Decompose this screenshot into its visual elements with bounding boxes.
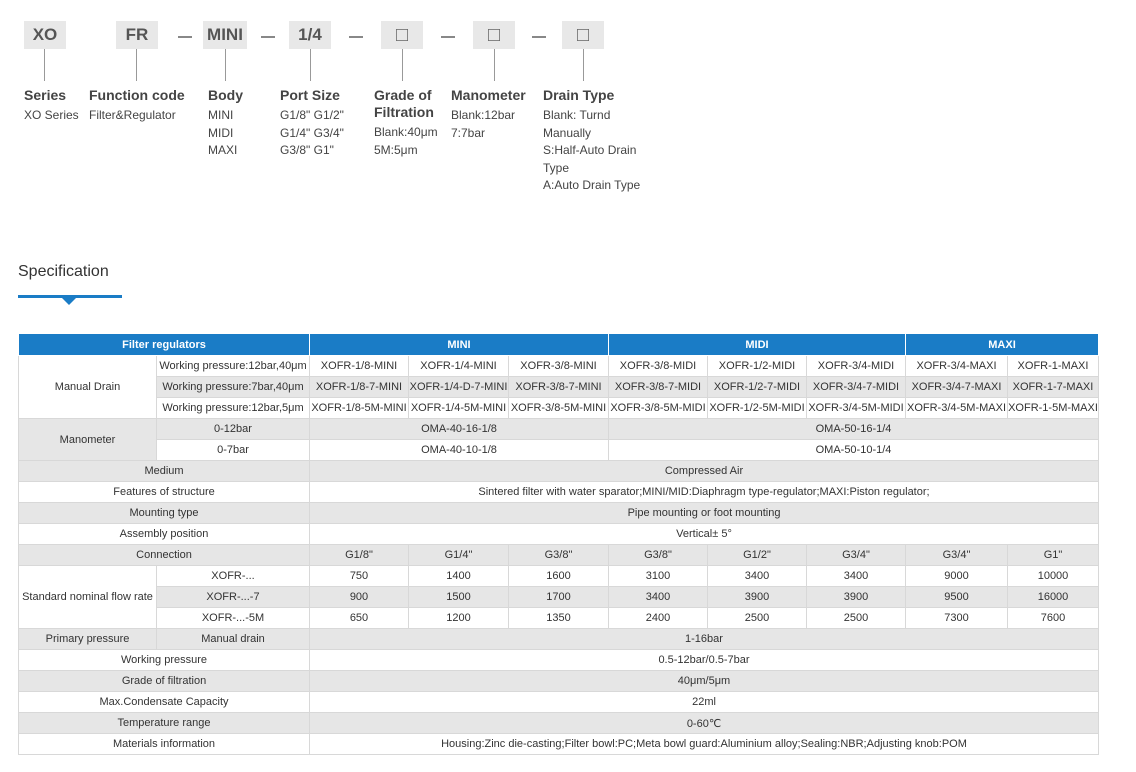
table-cell: XOFR-3/4-MAXI	[906, 356, 1008, 377]
code-drain-box: □	[562, 21, 604, 49]
code-manometer-box: □	[473, 21, 515, 49]
table-cell: OMA-40-16-1/8	[310, 419, 609, 440]
table-cell: XOFR-1/2-7-MIDI	[708, 377, 807, 398]
row-label: Mounting type	[19, 503, 310, 524]
row-label: Grade of filtration	[19, 671, 310, 692]
table-cell: 1700	[509, 587, 609, 608]
legend-line: MIDI	[208, 125, 234, 140]
row-sublabel: XOFR-...	[157, 566, 310, 587]
table-cell: XOFR-1/4-D-7-MINI	[409, 377, 509, 398]
table-cell: Vertical± 5°	[310, 524, 1099, 545]
table-row	[19, 650, 1099, 671]
table-cell: 2400	[609, 608, 708, 629]
table-cell: Compressed Air	[310, 461, 1099, 482]
row-sublabel: XOFR-...-7	[157, 587, 310, 608]
legend-line: Blank: Turnd	[543, 108, 611, 122]
table-row	[19, 692, 1099, 713]
table-cell: 1500	[409, 587, 509, 608]
legend-line: 5M:5μm	[374, 142, 418, 157]
table-cell: Sintered filter with water sparator;MINI/MID:Diaphragm type-regulator;MAXI:Piston regulator;	[310, 482, 1099, 503]
table-cell: XOFR-1/8-7-MINI	[310, 377, 409, 398]
code-port-box: 1/4	[289, 21, 331, 49]
table-row	[19, 482, 1099, 503]
table-cell: G1/8"	[310, 545, 409, 566]
table-cell: 1600	[509, 566, 609, 587]
table-row	[19, 356, 1099, 377]
row-sublabel: Working pressure:7bar,40μm	[157, 377, 310, 398]
table-cell: 1-16bar	[310, 629, 1099, 650]
header-cell: MINI	[310, 334, 609, 356]
code-grade-box: □	[381, 21, 423, 49]
table-cell: XOFR-3/8-MINI	[509, 356, 609, 377]
connector-line	[583, 49, 584, 81]
table-cell: XOFR-3/4-7-MIDI	[807, 377, 906, 398]
table-cell: XOFR-1-7-MAXI	[1008, 377, 1099, 398]
table-row	[19, 503, 1099, 524]
table-cell: G3/8"	[609, 545, 708, 566]
table-row	[19, 566, 1099, 587]
connector-line	[310, 49, 311, 81]
table-cell: 16000	[1008, 587, 1099, 608]
header-cell: MAXI	[906, 334, 1099, 356]
code-function-box: FR	[116, 21, 158, 49]
legend-line: Manually	[543, 125, 592, 140]
table-cell: 22ml	[310, 692, 1099, 713]
table-cell: 900	[310, 587, 409, 608]
connector-line	[136, 49, 137, 81]
row-sublabel: 0-12bar	[157, 419, 310, 440]
table-cell: 0-60℃	[310, 713, 1099, 734]
table-cell: 40μm/5μm	[310, 671, 1099, 692]
connector-line	[402, 49, 403, 81]
table-cell: 9000	[906, 566, 1008, 587]
table-cell: 1400	[409, 566, 509, 587]
row-sublabel: 0-7bar	[157, 440, 310, 461]
legend-manometer	[451, 87, 526, 142]
table-row	[19, 629, 1099, 650]
table-cell: 2500	[708, 608, 807, 629]
row-sublabel: Working pressure:12bar,40μm	[157, 356, 310, 377]
row-label: Manual Drain	[19, 356, 157, 419]
row-label: Features of structure	[19, 482, 310, 503]
legend-line: Blank:40μm	[374, 125, 438, 139]
legend-line: XO Series	[24, 108, 79, 122]
legend-line: Filter&Regulator	[89, 108, 176, 122]
legend-line: Type	[543, 160, 570, 175]
legend-grade	[374, 87, 438, 159]
legend-series	[24, 87, 79, 125]
legend-line: Blank:12bar	[451, 108, 516, 122]
table-row	[19, 713, 1099, 734]
table-row	[19, 587, 1099, 608]
table-cell: XOFR-3/4-5M-MIDI	[807, 398, 906, 419]
row-label: Max.Condensate Capacity	[19, 692, 310, 713]
table-row	[19, 671, 1099, 692]
row-label: Connection	[19, 545, 310, 566]
table-cell: XOFR-1/2-MIDI	[708, 356, 807, 377]
legend-line: 7:7bar	[451, 125, 486, 140]
connector-line	[494, 49, 495, 81]
table-cell: 7600	[1008, 608, 1099, 629]
table-cell: XOFR-3/8-5M-MIDI	[609, 398, 708, 419]
legend-line: S:Half-Auto Drain	[543, 143, 637, 157]
table-row	[19, 524, 1099, 545]
table-cell: XOFR-3/8-7-MINI	[509, 377, 609, 398]
row-label: Materials information	[19, 734, 310, 755]
table-row	[19, 419, 1099, 440]
table-cell: Pipe mounting or foot mounting	[310, 503, 1099, 524]
table-cell: XOFR-1/8-5M-MINI	[310, 398, 409, 419]
table-row	[19, 377, 1099, 398]
table-cell: OMA-50-10-1/4	[609, 440, 1099, 461]
row-label: Temperature range	[19, 713, 310, 734]
legend-function	[89, 87, 185, 125]
table-cell: XOFR-1/8-MINI	[310, 356, 409, 377]
table-cell: G1/2"	[708, 545, 807, 566]
row-label: Assembly position	[19, 524, 310, 545]
header-cell: MIDI	[609, 334, 906, 356]
legend-line: G3/8" G1"	[280, 143, 334, 157]
table-cell: XOFR-3/4-7-MAXI	[906, 377, 1008, 398]
legend-line: MINI	[208, 108, 234, 122]
table-cell: OMA-50-16-1/4	[609, 419, 1099, 440]
table-row	[19, 461, 1099, 482]
legend-body	[208, 87, 243, 160]
connector-line	[44, 49, 45, 81]
table-cell: XOFR-3/8-5M-MINI	[509, 398, 609, 419]
table-cell: G1/4"	[409, 545, 509, 566]
code-series-box: XO	[24, 21, 66, 49]
row-label: Medium	[19, 461, 310, 482]
legend-manometer-title: Manometer	[451, 87, 526, 103]
table-cell: XOFR-1/2-5M-MIDI	[708, 398, 807, 419]
legend-port-title: Port Size	[280, 87, 340, 103]
row-label: Primary pressure	[19, 629, 157, 650]
table-cell: 3400	[807, 566, 906, 587]
table-cell: XOFR-3/4-MIDI	[807, 356, 906, 377]
table-cell: 3100	[609, 566, 708, 587]
table-cell: G3/8"	[509, 545, 609, 566]
table-cell: 3400	[609, 587, 708, 608]
table-cell: OMA-40-10-1/8	[310, 440, 609, 461]
table-cell: 9500	[906, 587, 1008, 608]
code-dash	[261, 36, 275, 38]
table-row	[19, 545, 1099, 566]
table-cell: Housing:Zinc die-casting;Filter bowl:PC;Meta bowl guard:Aluminium alloy;Sealing:NBR;Adjusting knob:POM	[310, 734, 1099, 755]
table-cell: XOFR-3/8-MIDI	[609, 356, 708, 377]
code-body-box: MINI	[203, 21, 247, 49]
connector-line	[225, 49, 226, 81]
legend-series-title: Series	[24, 87, 67, 103]
table-cell: 0.5-12bar/0.5-7bar	[310, 650, 1099, 671]
legend-grade-title: Filtration	[374, 104, 434, 120]
code-dash	[178, 36, 192, 38]
table-cell: XOFR-1/4-MINI	[409, 356, 509, 377]
table-cell: 750	[310, 566, 409, 587]
table-cell: XOFR-1-5M-MAXI	[1008, 398, 1099, 419]
spec-table	[18, 333, 1099, 755]
table-cell: 3400	[708, 566, 807, 587]
legend-drain	[543, 87, 640, 195]
table-row	[19, 398, 1099, 419]
table-row	[19, 734, 1099, 755]
table-cell: XOFR-3/4-5M-MAXI	[906, 398, 1008, 419]
code-dash	[441, 36, 455, 38]
table-cell: XOFR-1-MAXI	[1008, 356, 1099, 377]
table-header-row	[19, 334, 1099, 356]
row-sublabel: Manual drain	[157, 629, 310, 650]
table-cell: 2500	[807, 608, 906, 629]
table-cell: G1"	[1008, 545, 1099, 566]
legend-line: G1/8" G1/2"	[280, 108, 344, 122]
legend-port	[280, 87, 344, 160]
table-cell: 3900	[708, 587, 807, 608]
header-cell: Filter regulators	[19, 334, 310, 356]
table-cell: 7300	[906, 608, 1008, 629]
table-cell: 10000	[1008, 566, 1099, 587]
table-cell: 1350	[509, 608, 609, 629]
code-dash	[349, 36, 363, 38]
legend-grade-title: Grade of	[374, 87, 432, 103]
row-label: Standard nominal flow rate	[19, 566, 157, 629]
table-cell: 650	[310, 608, 409, 629]
table-cell: G3/4"	[807, 545, 906, 566]
spec-pointer-icon	[62, 298, 76, 305]
row-sublabel: Working pressure:12bar,5μm	[157, 398, 310, 419]
spec-title: Specification	[18, 263, 109, 280]
table-row	[19, 608, 1099, 629]
table-cell: 1200	[409, 608, 509, 629]
row-label: Working pressure	[19, 650, 310, 671]
table-cell: XOFR-1/4-5M-MINI	[409, 398, 509, 419]
legend-drain-title: Drain Type	[543, 87, 615, 103]
row-label: Manometer	[19, 419, 157, 461]
row-sublabel: XOFR-...-5M	[157, 608, 310, 629]
code-dash	[532, 36, 546, 38]
table-cell: G3/4"	[906, 545, 1008, 566]
table-row	[19, 440, 1099, 461]
legend-line: MAXI	[208, 143, 238, 157]
legend-body-title: Body	[208, 87, 243, 103]
legend-line: A:Auto Drain Type	[543, 178, 641, 192]
table-cell: XOFR-3/8-7-MIDI	[609, 377, 708, 398]
table-cell: 3900	[807, 587, 906, 608]
legend-line: G1/4" G3/4"	[280, 125, 344, 140]
legend-function-title: Function code	[89, 87, 185, 103]
